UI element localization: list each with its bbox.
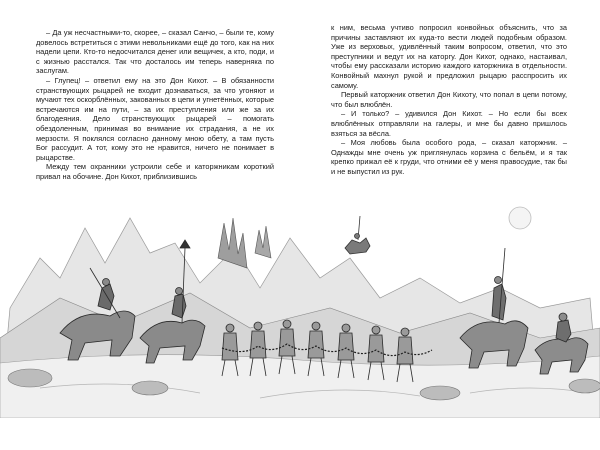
right-page-text (331, 23, 567, 177)
right-paragraph-1: к ним, весьма учтиво попросил конвойных объяснить, что за причины заставляют их куда-то вести людей подобным образом. Уже из верховых, удивлённый таким вопросом, ответил, что это преступники и ведут их на каторгу. Дон Кихот, однако, настаивал, чтобы ему рассказали историю каждого каторжника в отдельности. Конвойный махнул рукой и предложил рыцарю расспросить их самому. (331, 23, 567, 90)
left-paragraph-2: – Глупец! – ответил ему на это Дон Кихот. – В обязанности странствующих рыцарей не входит дознаваться, за что угоняют и мучают тех оскорблённых, закованных в цепи и угнетённых, которые встречаются им на пути, – за их преступления или же за их благодеяния. Дело странствующих рыцарей – помогать обездоленным, принимая во внимание их страдания, а не их мерзости. Я поклялся согласно данному мною обету, а там пусть Бог рассудит. А тот, кому это не нравится, ничего не понимает в рыцарстве. (36, 75, 274, 162)
left-page-text (36, 28, 274, 182)
right-paragraph-2: Первый каторжник ответил Дон Кихоту, что попал в цепи потому, что был влюблён. (331, 90, 567, 109)
right-paragraph-4: – Моя любовь была особого рода, – сказал каторжник. – Однажды мне очень уж приглянулась корзина с бельём, и я так крепко прижал её к груди, что отними её у меня правосудие, так бы и не выпустил из рук. (331, 138, 567, 176)
left-paragraph-1: – Да уж несчастными-то, скорее, – сказал Санчо, – были те, кому довелось встретиться с этими невольниками ещё до того, как на них надели цепи. Кто-то недосчитался денег или вещичек, а кто, поди, и с жизнью расстался. Так что досталось им теперь наверняка по заслугам. (36, 28, 274, 76)
chain-gang-illustration-icon (0, 188, 600, 418)
right-paragraph-3: – И только? – удивился Дон Кихот. – Но если бы всех влюблённых отправляли на галеры, и мне бы давно пришлось взяться за вёсла. (331, 109, 567, 138)
left-paragraph-3: Между тем охранники устроили себе и каторжникам короткий привал на обочине. Дон Кихот, приблизившись (36, 162, 274, 181)
